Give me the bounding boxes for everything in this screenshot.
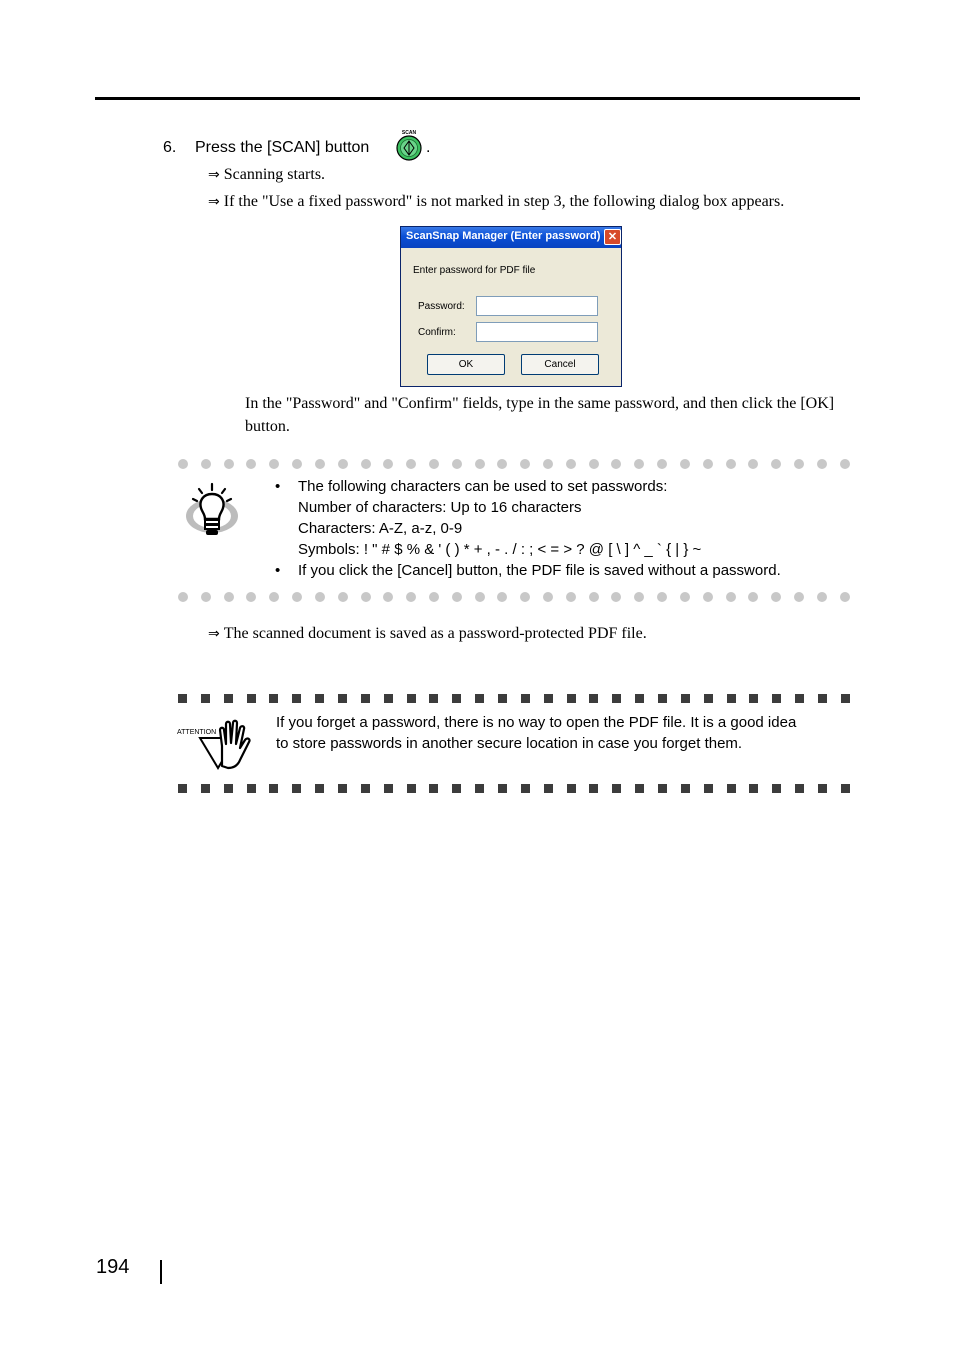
page-number: 194 xyxy=(96,1256,130,1278)
hint-text: Symbols: ! " # $ % & ' ( ) * + , - . / : ; < = > ? @ [ \ ] ^ _ ` { | } ~ xyxy=(298,541,702,558)
scan-button-icon xyxy=(395,129,425,161)
hint-text: The following characters can be used to set passwords: xyxy=(298,478,668,495)
hint-text: If you click the [Cancel] button, the PDF file is saved without a password. xyxy=(298,562,781,579)
step-trailing-period: . xyxy=(426,139,431,156)
step-number: 6. xyxy=(163,139,177,156)
result-text-1: Scanning starts. xyxy=(223,166,326,183)
page-number-divider xyxy=(160,1260,162,1284)
confirm-field[interactable] xyxy=(476,322,598,342)
result-text-2: If the "Use a fixed password" is not marked in step 3, the following dialog box appears. xyxy=(223,193,785,210)
step-6 xyxy=(163,139,369,157)
attention-top-squares xyxy=(178,694,850,704)
hint-bottom-dots xyxy=(178,592,850,604)
result-dialog-appears xyxy=(208,193,784,211)
ok-button[interactable]: OK xyxy=(427,354,505,375)
arrow-icon: ⇒ xyxy=(208,167,220,183)
arrow-icon: ⇒ xyxy=(208,194,220,210)
hint-top-dots xyxy=(178,459,850,471)
hint-list xyxy=(275,476,855,581)
attention-bottom-squares xyxy=(178,784,850,794)
attention-line-2: to store passwords in another secure location in case you forget them. xyxy=(276,735,743,752)
cancel-button[interactable]: Cancel xyxy=(521,354,599,375)
attention-label: ATTENTION xyxy=(177,729,217,736)
arrow-icon: ⇒ xyxy=(208,626,220,642)
result-pdf-saved xyxy=(208,625,647,643)
hint-item-2 xyxy=(275,560,855,581)
password-label: Password: xyxy=(418,301,465,312)
hint-item-1 xyxy=(275,476,855,560)
dialog-titlebar xyxy=(401,227,621,248)
close-icon[interactable]: ✕ xyxy=(604,229,621,245)
hint-text: Number of characters: Up to 16 characters xyxy=(298,499,582,516)
attention-text xyxy=(276,712,851,754)
attention-hand-icon xyxy=(176,716,258,772)
scan-label: SCAN xyxy=(401,130,417,136)
result-scanning-starts xyxy=(208,166,325,184)
password-field[interactable] xyxy=(476,296,598,316)
confirm-label: Confirm: xyxy=(418,327,456,338)
hint-lightbulb-icon xyxy=(184,482,242,540)
enter-password-dialog xyxy=(400,226,622,387)
bullet: • xyxy=(275,562,281,579)
step-text: Press the [SCAN] button xyxy=(195,139,370,156)
result-text-3: The scanned document is saved as a password-protected PDF file. xyxy=(223,625,647,642)
top-rule xyxy=(95,97,860,100)
dialog-prompt: Enter password for PDF file xyxy=(413,265,536,276)
dialog-title: ScanSnap Manager (Enter password) xyxy=(406,230,601,242)
bullet: • xyxy=(275,478,281,495)
hint-text: Characters: A-Z, a-z, 0-9 xyxy=(298,520,463,537)
instruction-paragraph: In the "Password" and "Confirm" fields, type in the same password, and then click the [OK] button. xyxy=(245,395,835,435)
attention-line-1: If you forget a password, there is no way to open the PDF file. It is a good idea xyxy=(276,714,797,731)
